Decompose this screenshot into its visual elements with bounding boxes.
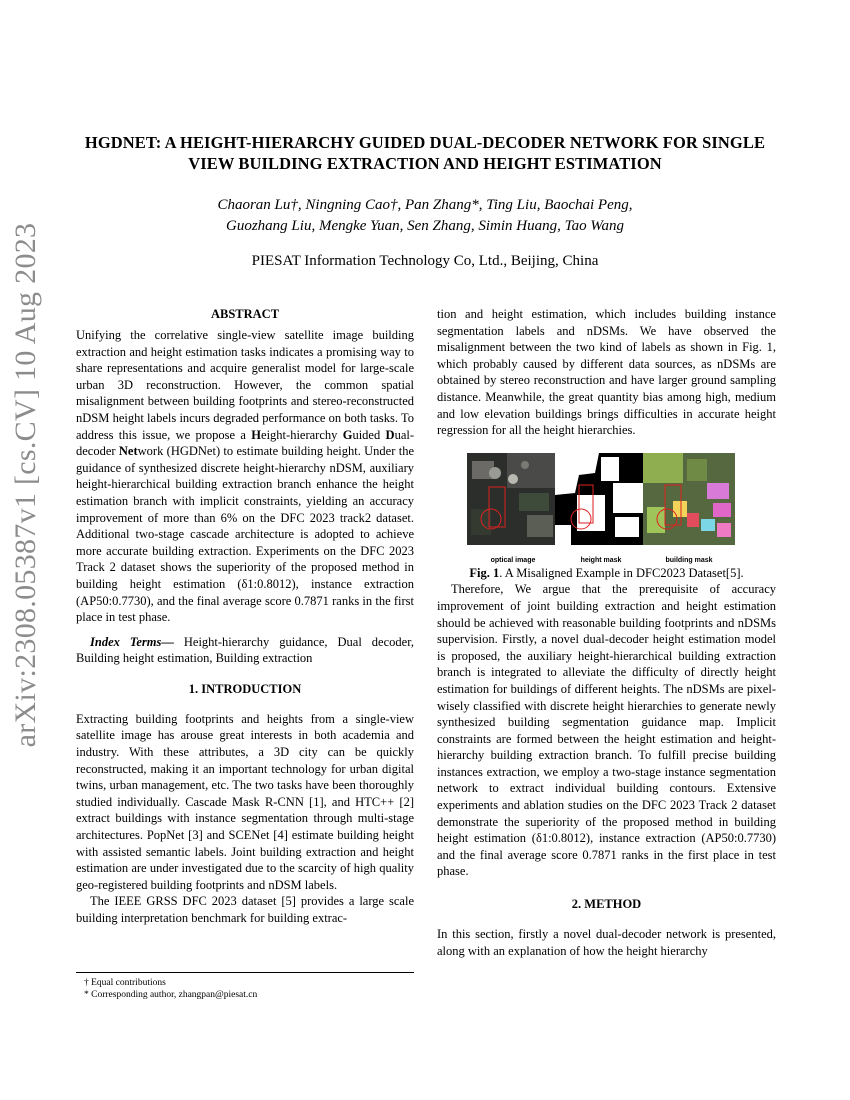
right-column-paragraph-1: tion and height estimation, which includes building instance segmentation labels and nDSMs. We have observed the misalignment between the two kind of labels as shown in Fig. 1, which probably caused by different data sources, as nDSMs are obtained by stereo reconstruction and have larger ground sampling distance. Meanwhile, the great quantity bias among high, medium and low elevation buildings brings difficulties in accurate height regression for all the height hierarchies. xyxy=(437,307,776,438)
index-terms: Index Terms— Height-hierarchy guidance, Dual decoder, Building height estimation, Building extraction xyxy=(76,634,414,666)
height-mask-panel xyxy=(555,453,647,545)
figure-1-caption: Fig. 1. A Misaligned Example in DFC2023 Dataset[5]. xyxy=(469,565,744,580)
method-paragraph-1: In this section, firstly a novel dual-decoder network is presented, along with an explanation of how the height hierarchy xyxy=(437,927,776,958)
building-mask-panel xyxy=(643,453,735,545)
arxiv-identifier xyxy=(6,222,46,748)
authors-line-1: Chaoran Lu†, Ningning Cao†, Pan Zhang*, Ting Liu, Baochai Peng, xyxy=(217,197,633,213)
left-column xyxy=(76,306,414,927)
height-mask-label: height mask xyxy=(580,556,622,564)
right-column xyxy=(437,306,776,959)
affiliation: PIESAT Information Technology Co, Ltd., Beijing, China xyxy=(251,253,599,269)
paper-title: HGDNET: A HEIGHT-HIERARCHY GUIDED DUAL-DECODER NETWORK FOR SINGLE VIEW BUILDING EXTRACTION AND HEIGHT ESTIMATION xyxy=(84,133,766,173)
arxiv-identifier-text: arXiv:2308.05387v1 [cs.CV] 10 Aug 2023 xyxy=(9,222,42,748)
authors-line-2: Guozhang Liu, Mengke Yuan, Sen Zhang, Simin Huang, Tao Wang xyxy=(226,218,624,234)
right-column-paragraph-2: Therefore, We argue that the prerequisite of accuracy improvement of joint building extraction and height estimation should be achieved with reasonable building footprints and nDSMs supervision. Firstly, a novel dual-decoder height estimation model is proposed, the auxiliary height-hierarchical building extraction branch is integrated to alleviate the difficulty of directly height estimation for buildings of different heights. The nDSMs are pixel-wisely classified with discrete height hierarchies to generate newly synthesized building segmentation guidance map. Implicit constraints are formed between the height estimation and height-hierarchy building extraction branch. To fulfill precise building instances extraction, we employ a two-stage instance segmentation network to extract individual building contours. Extensive experiments and ablation studies on the DFC 2023 Track 2 dataset demonstrate the superiority of the proposed method in building height estimation (δ1:0.8012), instance extraction (AP50:0.7730) and the final average score 0.7871 ranks in the first place in test phase. xyxy=(437,582,776,879)
footnote-corresponding-author: * Corresponding author, zhangpan@piesat.cn xyxy=(84,990,258,1000)
optical-image-panel xyxy=(467,453,559,545)
abstract-text: Unifying the correlative single-view satellite image building extraction and height estimation tasks indicates a promising way to share representations and acquire generalist model for large-scale urban 3D reconstruction. However, the common spatial misalignment between building footprints and stereo-reconstructed nDSM height labels incurs degraded performance on both tasks. To address this issue, we propose a Height-hierarchy Guided Dual-decoder Network (HGDNet) to estimate building height. Under the guidance of synthesized discrete height-hierarchy nDSM, auxiliary height-hierarchical building extraction branch enhance the height estimation branch with implicit constraints, yielding an accuracy improvement of more than 6% on the DFC 2023 track2 dataset. Additional two-stage cascade architecture is adopted to achieve more accurate building extraction. Experiments on the DFC 2023 Track 2 dataset shows the superiority of the proposed method in building height estimation (δ1:0.8012), instance extraction (AP50:0.7730), and the final average score 0.7871 ranks in the first place in test phase. xyxy=(76,328,414,625)
figure-1 xyxy=(437,453,776,553)
introduction-paragraph-2: The IEEE GRSS DFC 2023 dataset [5] provides a large scale building interpretation benchmark for building extrac- xyxy=(76,894,414,925)
footnote-equal-contributions: † Equal contributions xyxy=(84,978,166,988)
footnotes xyxy=(76,972,414,1001)
method-heading: 2. METHOD xyxy=(571,897,642,912)
introduction-heading: 1. INTRODUCTION xyxy=(188,681,302,696)
building-mask-label: building mask xyxy=(665,556,713,564)
introduction-paragraph-1: Extracting building footprints and heights from a single-view satellite image has arouse great interests in both academia and industry. With these attributes, a 3D city can be quickly reconstructed, making it an important technology for urban digital twins, urban management, etc. The two tasks have been thoroughly studied individually. Cascade Mask R-CNN [1], and HTC++ [2] extract buildings with instance segmentation through multi-stage architectures. PopNet [3] and SCENet [4] estimate building height with assisted semantic labels. Joint building extraction and height estimation are under investigated due to the scarcity of high quality geo-registered building footprints and nDSM labels. xyxy=(76,711,414,892)
figure-1-panel-labels xyxy=(437,553,776,565)
optical-image-label: optical image xyxy=(490,556,536,564)
abstract-heading: ABSTRACT xyxy=(210,307,280,321)
author-list xyxy=(60,195,790,237)
